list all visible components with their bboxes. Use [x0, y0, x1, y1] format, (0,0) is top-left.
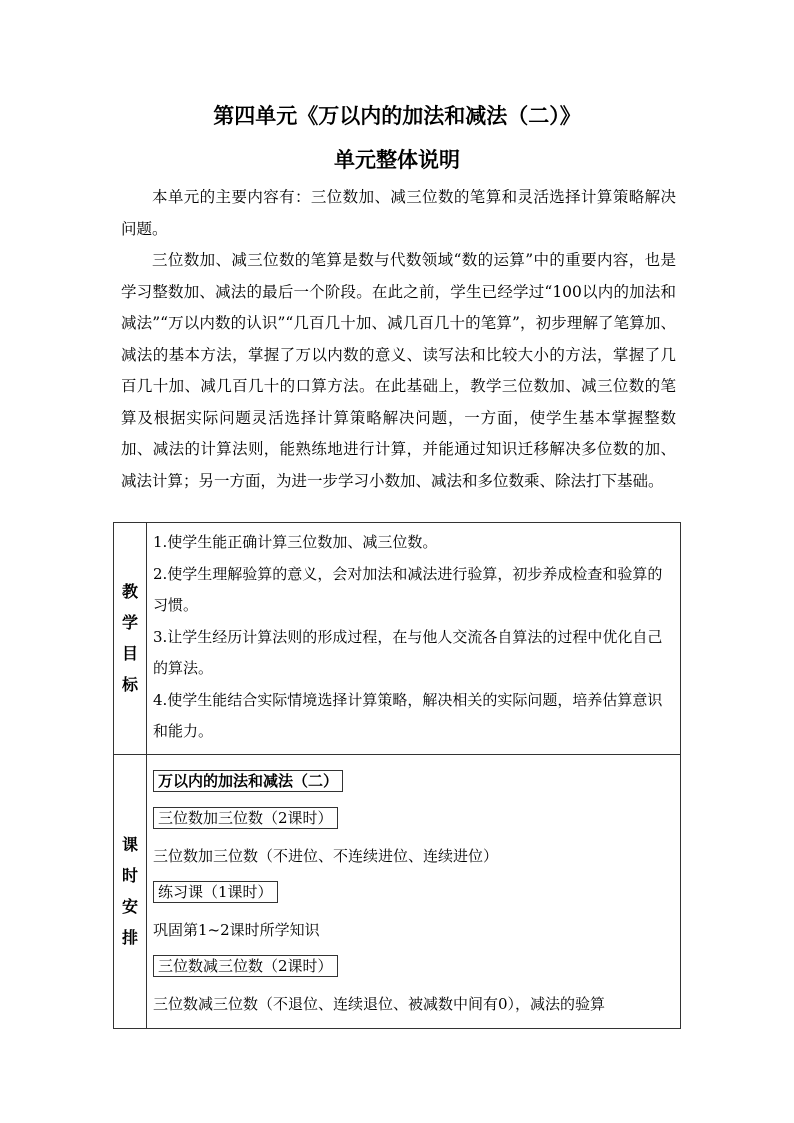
lesson-detail: 三位数减三位数（不退位、连续退位、被减数中间有0），减法的验算 — [153, 994, 606, 1013]
schedule-label-char: 安 — [121, 897, 138, 916]
goals-label-char: 目 — [121, 644, 138, 664]
goals-content — [147, 523, 681, 755]
schedule-label-char: 排 — [121, 928, 138, 947]
schedule-unit-title: 万以内的加法和减法（二） — [153, 770, 343, 792]
document-title: 第四单元《万以内的加法和减法（二）》 — [213, 103, 581, 128]
goal-item-4: 4.使学生能结合实际情境选择计算策略，解决相关的实际问题，培养估算意识和能力。 — [153, 690, 663, 740]
schedule-label — [114, 754, 147, 1028]
schedule-label-char: 时 — [121, 866, 138, 885]
goals-label — [114, 523, 147, 755]
schedule-row — [114, 754, 681, 1028]
goal-item-2: 2.使学生理解验算的意义，会对加法和减法进行验算，初步养成检查和验算的习惯。 — [153, 564, 663, 614]
document-subtitle: 单元整体说明 — [334, 147, 460, 172]
schedule-label-char: 课 — [121, 835, 138, 854]
goals-label-char: 标 — [121, 675, 138, 695]
intro-paragraph-2: 三位数加、减三位数的笔算是数与代数领域“数的运算”中的重要内容，也是学习整数加、减法的最后一个阶段。在此之前，学生已经学过“100以内的加法和减法”“万以内数的认识”“几百几十加、减几百几十的笔算”，初步理解了笔算加、减法的基本方法，掌握了万以内数的意义、读写法和比较大小的方法，掌握了几百几十加、减几百几十的口算方法。在此基础上，教学三位数加、减三位数的笔算及根据实际问题灵活选择计算策略解决问题，一方面，使学生基本掌握整数加、减法的计算法则，能熟练地进行计算，并能通过知识迁移解决多位数的加、减法计算；另一方面，为进一步学习小数加、减法和多位数乘、除法打下基础。 — [121, 251, 676, 490]
lesson-detail: 三位数加三位数（不进位、不连续进位、连续进位） — [153, 846, 499, 865]
goals-label-char: 教 — [121, 582, 138, 602]
goal-item-3: 3.让学生经历计算法则的形成过程，在与他人交流各自算法的过程中优化自己的算法。 — [153, 627, 663, 677]
lesson-heading: 练习课（1课时） — [153, 881, 278, 903]
lesson-heading: 三位数加三位数（2课时） — [153, 807, 338, 829]
unit-plan-table — [113, 522, 681, 1029]
goal-item-1: 1.使学生能正确计算三位数加、减三位数。 — [153, 533, 438, 551]
intro-section — [121, 182, 676, 497]
lesson-detail: 巩固第1~2课时所学知识 — [153, 920, 320, 939]
goals-label-char: 学 — [121, 613, 138, 633]
intro-paragraph-1: 本单元的主要内容有：三位数加、减三位数的笔算和灵活选择计算策略解决问题。 — [121, 188, 676, 238]
schedule-content — [147, 754, 681, 1028]
goals-row — [114, 523, 681, 755]
lesson-heading: 三位数减三位数（2课时） — [153, 955, 338, 977]
